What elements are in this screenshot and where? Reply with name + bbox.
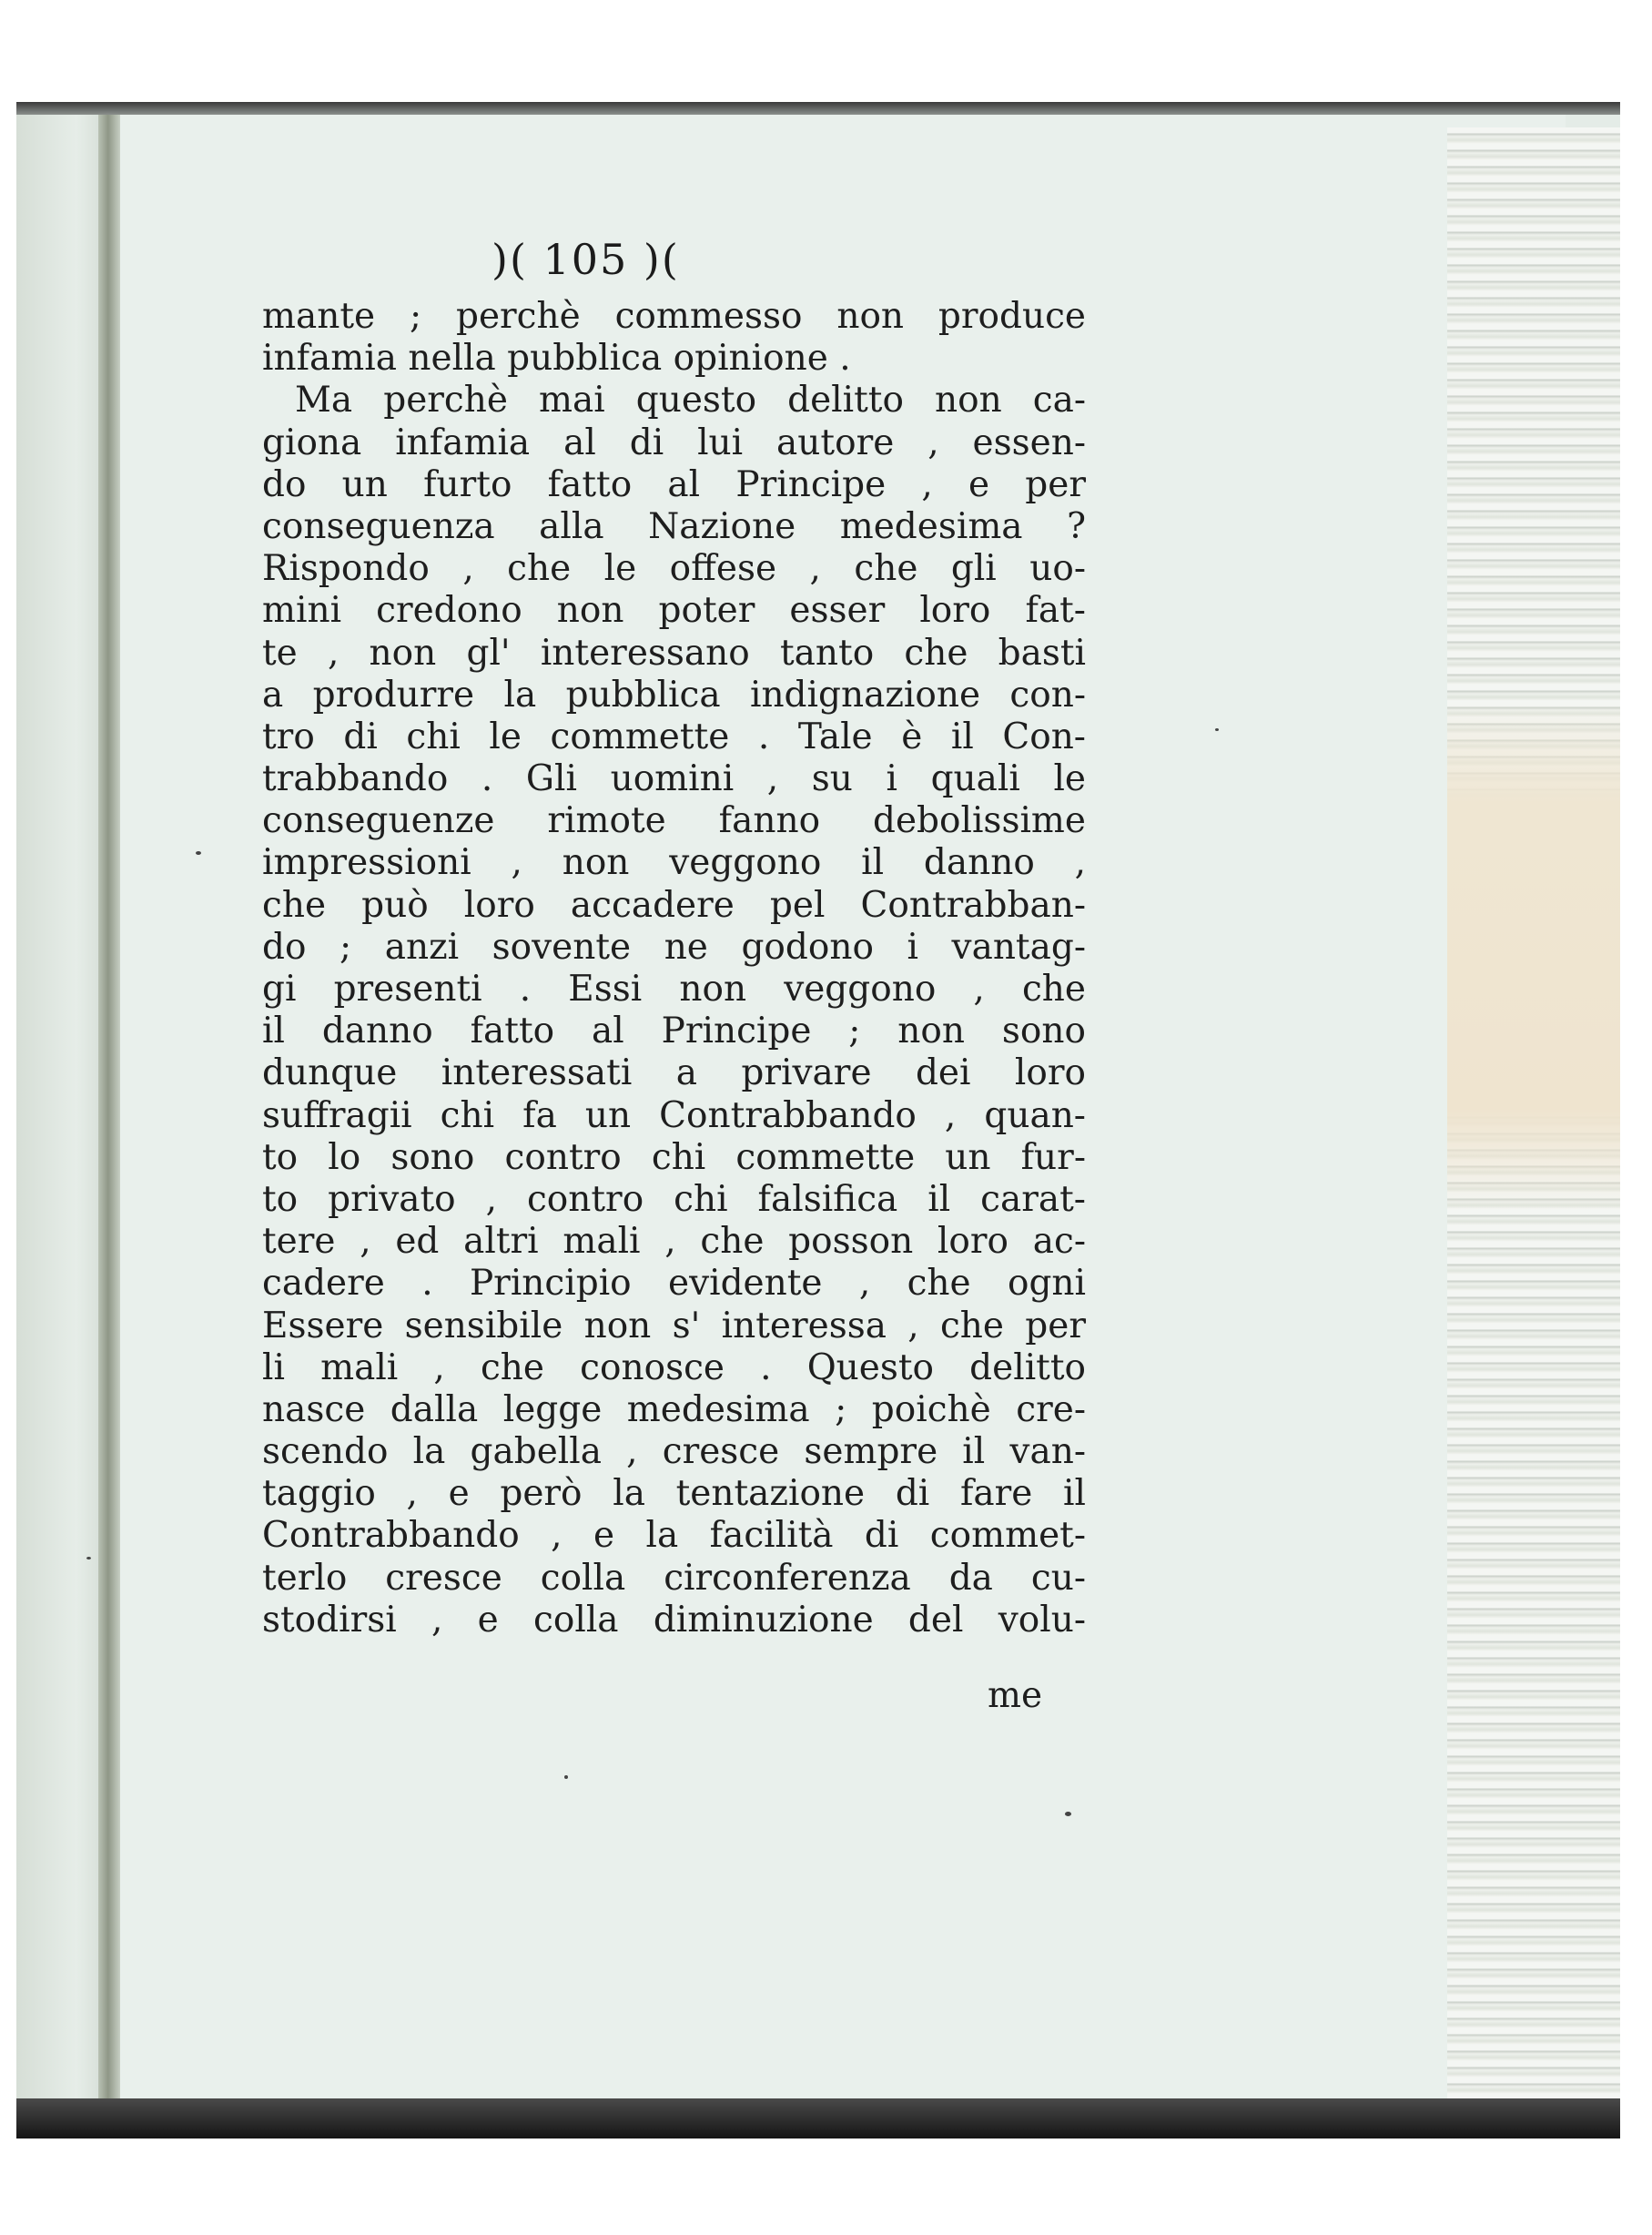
fore-edge-discoloration — [1443, 701, 1620, 1211]
text-line: Contrabbando , e la facilità di commet- — [262, 1515, 1086, 1557]
ink-speck — [196, 851, 201, 855]
text-line: conseguenza alla Nazione medesima ? — [262, 505, 1086, 547]
text-line: nasce dalla legge medesima ; poichè cre- — [262, 1388, 1086, 1430]
text-line: mante ; perchè commesso non produce — [262, 296, 1086, 337]
text-line: conseguenze rimote fanno debolissime — [262, 800, 1086, 842]
text-line: stodirsi , e colla diminuzione del volu- — [262, 1599, 1086, 1641]
ink-speck — [86, 1557, 91, 1559]
text-line: scendo la gabella , cresce sempre il van- — [262, 1431, 1086, 1473]
text-line: do un furto fatto al Principe , e per — [262, 463, 1086, 505]
scan-top-edge — [16, 102, 1620, 115]
body-text — [262, 296, 1086, 1641]
text-line: gi presenti . Essi non veggono , che — [262, 969, 1086, 1010]
ink-speck — [1065, 1812, 1071, 1816]
text-line: do ; anzi sovente ne godono i vantag- — [262, 926, 1086, 968]
text-line: mini credono non poter esser loro fat- — [262, 590, 1086, 632]
text-line: Ma perchè mai questo delitto non ca- — [295, 380, 1086, 422]
text-line: taggio , e però la tentazione di fare il — [262, 1473, 1086, 1515]
page-number-header: )( 105 )( — [492, 235, 680, 284]
text-line: to privato , contro chi falsifica il carat- — [262, 1178, 1086, 1220]
page-margin — [1220, 127, 1447, 2098]
text-line: il danno fatto al Principe ; non sono — [262, 1011, 1086, 1052]
text-line: dunque interessati a privare dei loro — [262, 1052, 1086, 1094]
text-line: terlo cresce colla circonferenza da cu- — [262, 1557, 1086, 1599]
text-line: a produrre la pubblica indignazione con- — [262, 674, 1086, 716]
text-line: te , non gl' interessano tanto che basti — [262, 632, 1086, 674]
text-line: infamia nella pubblica opinione . — [262, 338, 851, 380]
text-line: impressioni , non veggono il danno , — [262, 842, 1086, 884]
scan-bottom-edge — [16, 2098, 1620, 2138]
text-line: giona infamia al di lui autore , essen- — [262, 422, 1086, 463]
text-line: Essere sensibile non s' interessa , che per — [262, 1305, 1086, 1346]
catchword: me — [988, 1675, 1043, 1716]
text-line: li mali , che conosce . Questo delitto — [262, 1346, 1086, 1388]
text-line: Rispondo , che le offese , che gli uo- — [262, 548, 1086, 590]
text-line: trabbando . Gli uomini , su i quali le — [262, 758, 1086, 800]
ink-speck — [1215, 728, 1219, 731]
text-line: che può loro accadere pel Contrabban- — [262, 884, 1086, 926]
text-line: tere , ed altri mali , che posson loro ac- — [262, 1221, 1086, 1263]
ink-speck — [564, 1775, 568, 1779]
text-line: cadere . Principio evidente , che ogni — [262, 1263, 1086, 1305]
text-line: to lo sono contro chi commette un fur- — [262, 1136, 1086, 1178]
text-line: suffragii chi fa un Contrabbando , quan- — [262, 1094, 1086, 1136]
text-line: tro di chi le commette . Tale è il Con- — [262, 716, 1086, 757]
book-gutter — [98, 115, 120, 2099]
